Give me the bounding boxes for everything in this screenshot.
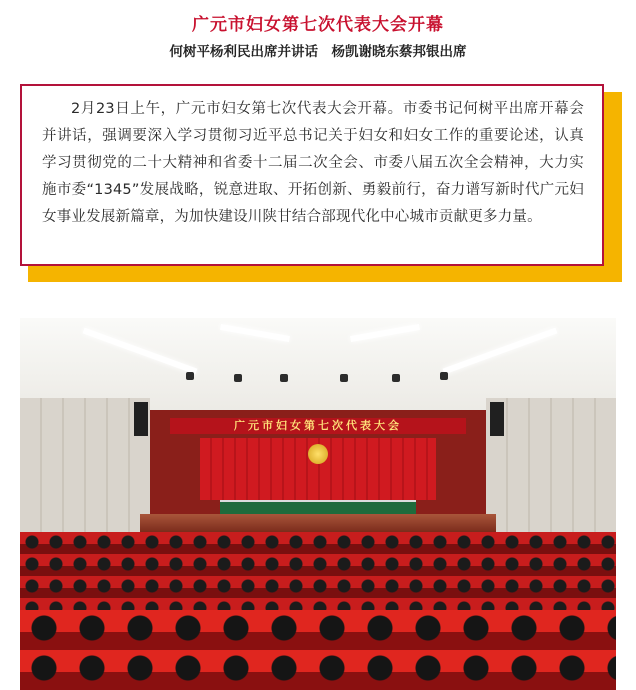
- stage-floor: [140, 514, 496, 532]
- conference-photo: [20, 318, 616, 690]
- stage-light-icon: [234, 374, 242, 382]
- ceiling-light-strip: [443, 328, 558, 375]
- stage-light-icon: [186, 372, 194, 380]
- emblem-icon: [308, 444, 328, 464]
- article-body: 2月23日上午，广元市妇女第七次代表大会开幕。市委书记何树平出席开幕会并讲话，强调要深入学习贯彻习近平总书记关于妇女和妇女工作的重要论述，认真学习贯彻党的二十大精神和省委十二届二次全会、市委八届五次全会精神，大力实施市委“1345”发展战略，锐意进取、开拓创新、勇毅前行，奋力谱写新时代广元妇女事业发展新篇章，为加快建设川陕甘结合部现代化中心城市贡献更多力量。: [42, 101, 584, 225]
- stage-light-icon: [280, 374, 288, 382]
- stage-light-icon: [440, 372, 448, 380]
- speaker-icon: [134, 402, 148, 436]
- article-title: 广元市妇女第七次代表大会开幕: [192, 15, 444, 35]
- ceiling-light-strip: [83, 328, 198, 375]
- stage-light-icon: [392, 374, 400, 382]
- speaker-icon: [490, 402, 504, 436]
- ceiling-light-strip: [220, 324, 290, 342]
- stage-light-icon: [340, 374, 348, 382]
- article-subtitle: 何树平杨利民出席并讲话 杨凯谢晓东蔡邦银出席: [169, 44, 467, 60]
- ceiling-light-strip: [350, 324, 420, 342]
- article-text-box: [20, 84, 604, 266]
- audience-seats-front: [20, 610, 616, 690]
- stage-banner: 广元市妇女第七次代表大会: [170, 418, 466, 434]
